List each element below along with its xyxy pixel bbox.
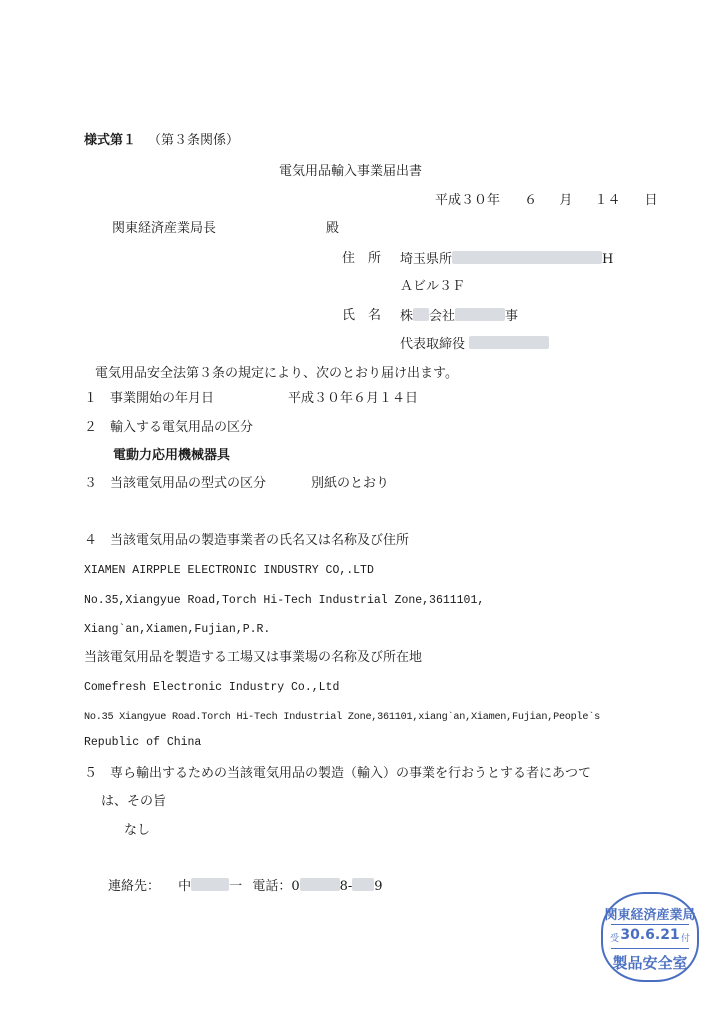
- contact-name-start: 中: [178, 879, 192, 894]
- stamp-divider: [611, 924, 689, 925]
- item5-line1: ５ 専ら輸出するための当該電気用品の製造（輸入）の事業を行おうとする者にあつて: [84, 766, 592, 781]
- address-line1-end: H: [602, 252, 614, 267]
- contact-phone-label: 電話：0: [252, 879, 300, 894]
- contact-label: 連絡先：: [108, 879, 161, 894]
- item3-value: 別紙のとおり: [311, 476, 390, 491]
- stamp-date: 30.6.21: [620, 927, 680, 943]
- item2-value: 電動力応用機械器具: [113, 448, 231, 463]
- factory-label: 当該電気用品を製造する工場又は事業場の名称及び所在地: [84, 650, 423, 665]
- redaction-mark: [300, 878, 340, 891]
- date-month-unit: 月: [559, 193, 573, 208]
- redaction-mark: [469, 336, 549, 349]
- contact-phone-end: 9: [374, 879, 383, 894]
- stamp-divider: [611, 948, 689, 949]
- item5-line2: は、その旨: [101, 794, 167, 809]
- address-label: 住 所: [342, 251, 382, 266]
- factory-address-line2: Republic of China: [84, 736, 202, 749]
- manufacturer-name: XIAMEN AIRPPLE ELECTRONIC INDUSTRY CO,.LTD: [84, 564, 374, 577]
- redaction-mark: [455, 308, 505, 321]
- item4-label: ４ 当該電気用品の製造事業者の氏名又は名称及び住所: [84, 533, 410, 548]
- representative-title: 代表取締役: [400, 337, 466, 352]
- item1-label: １ 事業開始の年月日: [84, 391, 215, 406]
- redaction-mark: [413, 308, 429, 321]
- representative: [400, 336, 549, 353]
- applicant-name-end: 事: [505, 309, 519, 324]
- document-title: 電気用品輸入事業届出書: [279, 164, 423, 179]
- applicant-name: [400, 308, 518, 325]
- form-style-ref: （第３条関係）: [148, 133, 240, 148]
- intro-text: 電気用品安全法第３条の規定により、次のとおり届け出ます。: [95, 366, 458, 381]
- stamp-received-char: 受: [610, 934, 620, 944]
- applicant-name-mid: 会社: [429, 309, 456, 324]
- form-style-label: 様式第１: [84, 133, 137, 148]
- stamp-office: 製品安全室: [612, 954, 688, 972]
- contact-phone-mid: 8-: [339, 879, 353, 894]
- redaction-mark: [191, 878, 229, 891]
- address-line2: Ａビル３Ｆ: [400, 279, 466, 294]
- redaction-mark: [352, 878, 374, 891]
- address-line1-start: 埼玉県所: [400, 252, 453, 267]
- factory-address-line1: No.35 Xiangyue Road.Torch Hi-Tech Industrial Zone,361101,xiang`an,Xiamen,Fujian,People`s: [84, 712, 600, 723]
- manufacturer-address-line1: No.35,Xiangyue Road,Torch Hi-Tech Industrial Zone,3611101,: [84, 594, 485, 607]
- stamp-date-suffix: 付: [680, 934, 690, 944]
- date-month: ６: [524, 193, 538, 208]
- address-line1: [400, 251, 613, 268]
- contact-line: [108, 878, 383, 895]
- item5-value: なし: [124, 823, 151, 838]
- applicant-name-start: 株: [400, 309, 414, 324]
- factory-name: Comefresh Electronic Industry Co.,Ltd: [84, 681, 340, 694]
- item2-label: ２ 輸入する電気用品の区分: [84, 420, 254, 435]
- item1-value: 平成３０年６月１４日: [288, 391, 419, 406]
- recipient: 関東経済産業局長: [112, 221, 217, 236]
- name-label: 氏 名: [342, 308, 382, 323]
- stamp-bureau: 関東経済産業局: [604, 908, 696, 923]
- submission-date: [435, 193, 658, 209]
- receipt-stamp: [601, 892, 699, 982]
- date-year: 平成３０年: [435, 193, 501, 208]
- date-day-unit: 日: [644, 193, 658, 208]
- item3-label: ３ 当該電気用品の型式の区分: [84, 476, 267, 491]
- contact-name-end: 一: [229, 879, 243, 894]
- manufacturer-address-line2: Xiang`an,Xiamen,Fujian,P.R.: [84, 623, 271, 636]
- honorific: 殿: [326, 221, 340, 236]
- date-day: １４: [594, 193, 621, 208]
- redaction-mark: [452, 251, 602, 264]
